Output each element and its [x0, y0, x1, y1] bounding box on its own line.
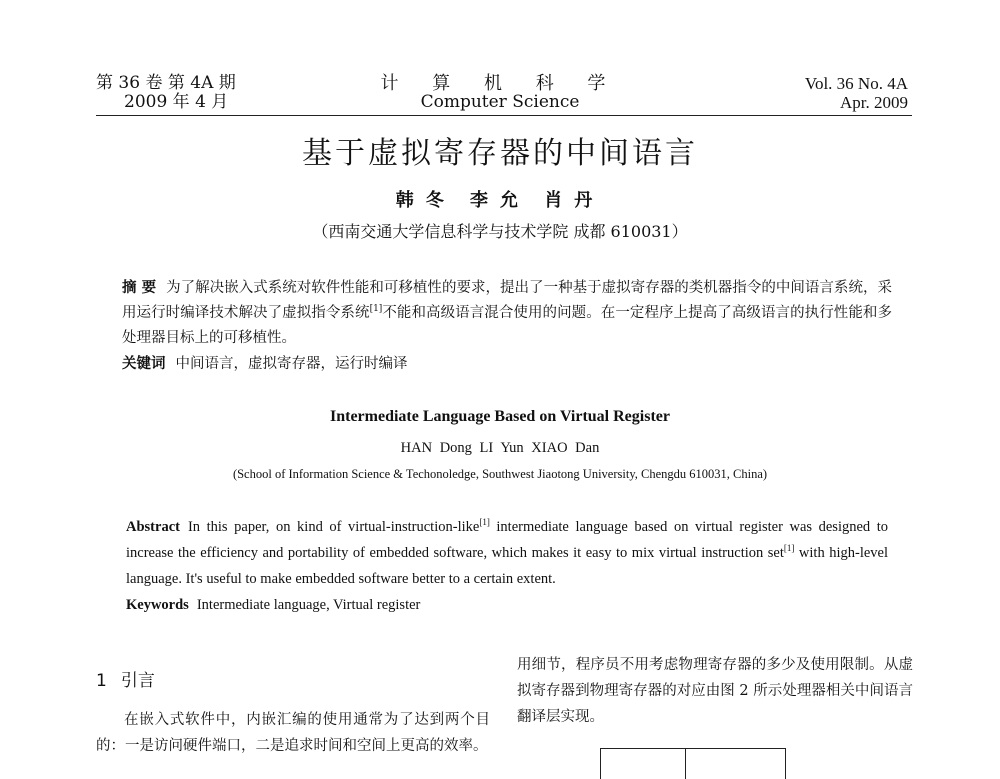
- author-cn: 韩冬: [395, 190, 456, 211]
- keywords-en: [126, 592, 888, 618]
- figure-fragment: [600, 748, 786, 779]
- section-number: 1: [96, 671, 107, 691]
- keywords-cn-label: 关键词: [122, 355, 166, 372]
- keywords-en-text: Intermediate language, Virtual register: [196, 597, 421, 613]
- author-cn: 李允: [470, 190, 530, 211]
- citation-ref: [1]: [369, 304, 383, 315]
- paper-title-cn: 基于虚拟寄存器的中间语言: [302, 136, 698, 171]
- citation-ref: [1]: [783, 543, 795, 554]
- citation-ref: [1]: [479, 517, 490, 528]
- abstract-en-text: In this paper, on kind of virtual-instruction-like: [187, 519, 480, 535]
- paper-title-en: Intermediate Language Based on Virtual Register: [330, 408, 670, 425]
- section-heading: [96, 666, 155, 691]
- abstract-cn-text: 为了解决嵌入式系统对软件性能和可移植性的要求，提出了一种基于虚拟寄存器的类机器指令的中间语言系统，采用运行时编译技术解决了虚拟指令系统: [122, 280, 892, 321]
- keywords-cn-text: 中间语言，虚拟寄存器，运行时编译: [175, 356, 408, 372]
- header-date-en: Apr. 2009: [840, 93, 908, 112]
- abstract-en-label: Abstract: [126, 519, 180, 535]
- header-volume-en: Vol. 36 No. 4A: [804, 74, 908, 93]
- body-right-column: 用细节，程序员不用考虑物理寄存器的多少及使用限制。从虚拟寄存器到物理寄存器的对应由图 2 所示处理器相关中间语言翻译层实现。: [517, 657, 913, 725]
- author-cn: 肖丹: [544, 190, 605, 211]
- header-journal-cn: 计 算 机 科 学: [380, 73, 620, 94]
- affiliation-cn: （西南交通大学信息科学与技术学院 成都 610031）: [312, 222, 688, 241]
- header-journal-en: Computer Science: [420, 92, 580, 112]
- keywords-cn: [122, 351, 892, 377]
- header-date-cn: 2009 年 4 月: [124, 92, 229, 112]
- abstract-cn-label: 摘 要: [122, 279, 157, 296]
- header-volume-en-block: [805, 74, 908, 112]
- abstract-cn: [122, 275, 892, 351]
- abstract-en-block: [126, 514, 888, 618]
- figure-divider: [685, 749, 686, 779]
- body-left-column: 在嵌入式软件中，内嵌汇编的使用通常为了达到两个目的：一是访问硬件端口，二是追求时间和空间上更高的效率。: [96, 712, 490, 754]
- section-title: 引言: [120, 671, 155, 691]
- authors-en: HAN Dong LI Yun XIAO Dan: [400, 440, 600, 456]
- abstract-cn-block: [122, 275, 892, 377]
- abstract-en-text-end: with high-level language. It's useful to make embedded software better to a certain extent.: [126, 545, 888, 587]
- abstract-en-text-cont: intermediate language based on virtual register was designed to increase the efficiency and portability of embedded software, which makes it easy to mix virtual instruction set: [126, 519, 889, 561]
- header-rule: [96, 115, 912, 116]
- authors-cn: [0, 186, 1000, 212]
- keywords-en-label: Keywords: [126, 597, 189, 613]
- header-volume-cn: 第 36 卷 第 4A 期: [96, 73, 236, 93]
- affiliation-en: (School of Information Science & Techonoledge, Southwest Jiaotong University, Chengdu 610031, China): [232, 467, 768, 481]
- abstract-cn-text-cont: 不能和高级语言混合使用的问题。在一定程序上提高了高级语言的执行性能和多处理器目标上的可移植性。: [122, 305, 892, 346]
- abstract-en: [126, 514, 888, 592]
